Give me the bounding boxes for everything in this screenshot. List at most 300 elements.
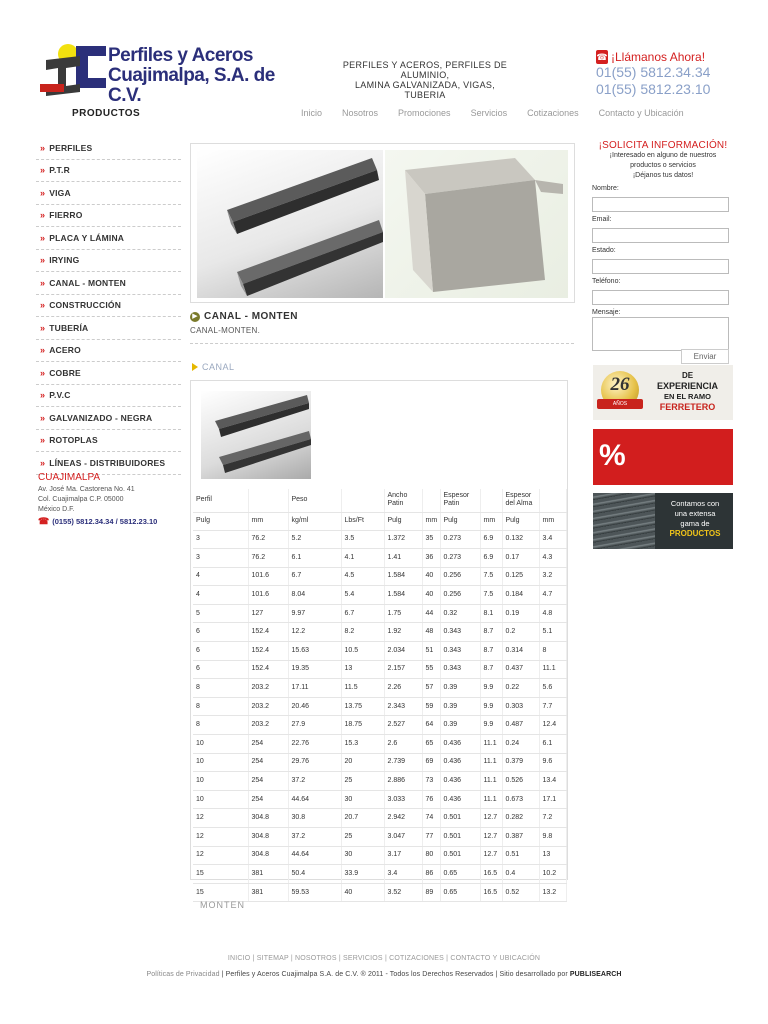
email-input[interactable] [592, 228, 729, 243]
table-cell: 0.32 [440, 604, 480, 623]
sidebar-item-label: IRYING [49, 255, 80, 266]
table-cell: 5.2 [288, 530, 341, 549]
table-cell: 69 [422, 753, 440, 772]
nav-nosotros[interactable]: Nosotros [342, 108, 379, 118]
table-row [193, 623, 566, 642]
table-cell: 152.4 [248, 623, 288, 642]
table-cell: 0.436 [440, 753, 480, 772]
sidebar-item-label: CONSTRUCCIÓN [49, 300, 122, 311]
table-cell: 0.673 [502, 790, 539, 809]
table-cell: 3.17 [384, 846, 422, 865]
table-cell: 6.1 [539, 735, 566, 754]
table-row [193, 865, 566, 884]
table-cell: 2.157 [384, 660, 422, 679]
table-cell: 35 [422, 530, 440, 549]
table-cell: 4.3 [539, 549, 566, 568]
table-cell: 4.7 [539, 586, 566, 605]
address-line-3: México D.F. [38, 506, 75, 513]
sidebar-item-label: ROTOPLAS [49, 435, 98, 446]
table-cell: 13.4 [539, 772, 566, 791]
experience-line-2: EXPERIENCIA [656, 381, 718, 391]
table-cell: 15.63 [288, 642, 341, 661]
table-cell: 0.2 [502, 623, 539, 642]
table-cell: 381 [248, 865, 288, 884]
sidebar-item-canal-monten[interactable] [36, 272, 181, 295]
table-cell: 50.4 [288, 865, 341, 884]
mensaje-textarea[interactable] [592, 317, 729, 351]
chevron-double-right-icon: » [40, 390, 46, 401]
sidebar-item-label: LÍNEAS - DISTRIBUIDORES [49, 457, 166, 468]
table-cell: 0.39 [440, 679, 480, 698]
table-row [193, 679, 566, 698]
footer-links[interactable]: INICIO | SITEMAP | NOSOTROS | SERVICIOS | COTIZACIONES | CONTACTO Y UBICACIÓN [227, 955, 541, 962]
table-cell: 8 [193, 697, 248, 716]
table-row [193, 586, 566, 605]
table-cell: 203.2 [248, 679, 288, 698]
table-cell: 3.4 [539, 530, 566, 549]
table-cell: 101.6 [248, 586, 288, 605]
sidebar-item-label: TUBERÍA [49, 322, 89, 333]
copyright-text: | Perfiles y Aceros Cuajimalpa S.A. de C.V. ® 2011 - Todos los Derechos Reservados | Sitio desarrollado por [219, 971, 570, 978]
table-cell: 0.39 [440, 716, 480, 735]
table-cell: 2.527 [384, 716, 422, 735]
products-line-4: PRODUCTOS [669, 529, 721, 538]
sidebar-item-acero[interactable] [36, 340, 181, 363]
phone-number-1[interactable]: 01(55) 5812.34.34 [596, 64, 711, 80]
table-cell: 254 [248, 790, 288, 809]
table-cell: 20 [341, 753, 384, 772]
table-cell: 9.9 [480, 679, 502, 698]
table-cell: 0.436 [440, 735, 480, 754]
canal-thumbnail-illustration [201, 391, 311, 479]
table-cell: 0.132 [502, 530, 539, 549]
table-cell: 55 [422, 660, 440, 679]
nav-promociones[interactable]: Promociones [398, 108, 451, 118]
tagline-line-1: PERFILES Y ACEROS, PERFILES DE ALUMINIO, [342, 60, 508, 80]
sidebar-item-label: P.V.C [49, 390, 71, 401]
table-cell: 381 [248, 883, 288, 902]
chevron-double-right-icon: » [40, 412, 46, 423]
table-row [193, 883, 566, 902]
table-cell: 12 [193, 846, 248, 865]
table-cell: 8.7 [480, 660, 502, 679]
table-cell: 0.282 [502, 809, 539, 828]
table-cell: 74 [422, 809, 440, 828]
table-cell: 1.584 [384, 586, 422, 605]
table-cell: 59.53 [288, 883, 341, 902]
table-cell: 86 [422, 865, 440, 884]
table-row [193, 642, 566, 661]
phone-number-2[interactable]: 01(55) 5812.23.10 [596, 81, 711, 97]
table-row [193, 716, 566, 735]
table-cell: 5.1 [539, 623, 566, 642]
form-intro-1: ¡Interesado en alguno de nuestros [609, 152, 717, 159]
table-cell: 11.1 [480, 790, 502, 809]
table-cell: 40 [422, 586, 440, 605]
table-cell: 3.047 [384, 828, 422, 847]
table-cell: 12.7 [480, 809, 502, 828]
canal-heading-text: CANAL [202, 362, 235, 372]
canal-heading [192, 362, 235, 372]
table-cell: 15.3 [341, 735, 384, 754]
table-cell: 13 [341, 660, 384, 679]
table-cell: 73 [422, 772, 440, 791]
table-cell: 0.343 [440, 623, 480, 642]
table-cell: 11.5 [341, 679, 384, 698]
table-cell: 0.125 [502, 567, 539, 586]
table-cell: Pulg [502, 512, 539, 530]
table-cell: 11.1 [480, 772, 502, 791]
table-cell: 4.5 [341, 567, 384, 586]
table-cell: 0.65 [440, 883, 480, 902]
table-cell: 0.65 [440, 865, 480, 884]
sidebar-item-label: VIGA [49, 187, 71, 198]
table-cell: 3.2 [539, 567, 566, 586]
table-cell: 0.501 [440, 809, 480, 828]
table-cell: 12.2 [288, 623, 341, 642]
page-title [190, 311, 298, 322]
experience-banner[interactable] [593, 365, 733, 420]
table-cell: 254 [248, 735, 288, 754]
table-cell: 10.5 [341, 642, 384, 661]
products-banner[interactable] [593, 493, 733, 549]
table-cell: 13.2 [539, 883, 566, 902]
table-cell: 30.8 [288, 809, 341, 828]
table-cell: 2.26 [384, 679, 422, 698]
table-cell: 19.35 [288, 660, 341, 679]
sidebar-item-placa-lamina[interactable] [36, 227, 181, 250]
table-cell: 0.4 [502, 865, 539, 884]
nav-inicio[interactable]: Inicio [301, 108, 323, 118]
sidebar-item-label: FIERRO [49, 210, 83, 221]
chevron-double-right-icon: » [40, 277, 46, 288]
table-cell: kg/ml [288, 512, 341, 530]
table-cell: 6.7 [341, 604, 384, 623]
table-cell: 7.7 [539, 697, 566, 716]
table-cell: 1.92 [384, 623, 422, 642]
table-cell: 8.04 [288, 586, 341, 605]
table-row [193, 697, 566, 716]
table-cell: 12.7 [480, 828, 502, 847]
table-cell: 3.52 [384, 883, 422, 902]
address-line-2: Col. Cuajimalpa C.P. 05000 [38, 496, 124, 503]
send-button[interactable]: Enviar [681, 349, 729, 364]
developer-link[interactable]: PUBLISEARCH [569, 971, 622, 978]
monten-steel-illustration [385, 150, 568, 298]
sidebar-item-viga[interactable] [36, 182, 181, 205]
table-cell: 11.1 [480, 735, 502, 754]
table-cell: 12 [193, 828, 248, 847]
table-body [193, 489, 566, 902]
table-cell: 65 [422, 735, 440, 754]
table-cell: Lbs/Ft [341, 512, 384, 530]
contact-block [38, 472, 198, 527]
table-cell [341, 489, 384, 512]
table-cell: 0.303 [502, 697, 539, 716]
table-cell: 203.2 [248, 697, 288, 716]
canal-spec-table [193, 489, 567, 902]
table-cell: 0.256 [440, 586, 480, 605]
table-cell: 304.8 [248, 828, 288, 847]
chevron-double-right-icon: » [40, 165, 46, 176]
table-cell: 22.76 [288, 735, 341, 754]
table-cell: 0.52 [502, 883, 539, 902]
table-cell: 77 [422, 828, 440, 847]
table-cell: 76 [422, 790, 440, 809]
table-cell: 4 [193, 567, 248, 586]
table-cell: 7.5 [480, 567, 502, 586]
table-cell: 9.6 [539, 753, 566, 772]
products-line-2: una extensa [674, 509, 716, 518]
table-cell: 0.51 [502, 846, 539, 865]
table-cell: 36 [422, 549, 440, 568]
table-cell: 254 [248, 753, 288, 772]
contact-title: CUAJIMALPA [38, 472, 101, 483]
table-cell: 0.24 [502, 735, 539, 754]
table-cell: 51 [422, 642, 440, 661]
table-cell: 203.2 [248, 716, 288, 735]
table-cell: 152.4 [248, 660, 288, 679]
products-line-3: gama de [680, 519, 710, 528]
table-cell: 0.379 [502, 753, 539, 772]
table-cell: 64 [422, 716, 440, 735]
table-cell: 15 [193, 883, 248, 902]
table-cell: 16.5 [480, 865, 502, 884]
table-cell: Pulg [193, 512, 248, 530]
nombre-input[interactable] [592, 197, 729, 212]
company-logo[interactable] [38, 40, 288, 106]
table-cell: 57 [422, 679, 440, 698]
sidebar-item-tuberia[interactable] [36, 317, 181, 340]
table-cell: 44 [422, 604, 440, 623]
nav-contacto[interactable]: Contacto y Ubicación [598, 108, 684, 118]
chevron-double-right-icon: » [40, 255, 46, 266]
sidebar-item-perfiles[interactable] [36, 137, 181, 160]
page-subtitle: CANAL-MONTEN. [190, 326, 261, 335]
sidebar-item-ptr[interactable] [36, 160, 181, 183]
promotions-banner[interactable] [593, 429, 733, 485]
table-row [193, 604, 566, 623]
sidebar-item-galvanizado[interactable] [36, 407, 181, 430]
table-cell: 5.6 [539, 679, 566, 698]
table-cell: 8.1 [480, 604, 502, 623]
table-cell: 12 [193, 809, 248, 828]
chevron-double-right-icon: » [40, 322, 46, 333]
table-cell: 1.75 [384, 604, 422, 623]
table-cell: 2.942 [384, 809, 422, 828]
header [0, 0, 768, 106]
sidebar-item-label: GALVANIZADO - NEGRA [49, 412, 153, 423]
table-cell: 152.4 [248, 642, 288, 661]
table-cell: 0.436 [440, 790, 480, 809]
triangle-bullet-icon [192, 363, 198, 371]
table-row [193, 735, 566, 754]
table-cell: 304.8 [248, 809, 288, 828]
steel-beam-logo-icon [38, 40, 108, 98]
table-cell: 8.7 [480, 642, 502, 661]
chevron-double-right-icon: » [40, 142, 46, 153]
table-cell: Peso [288, 489, 341, 512]
table-row [193, 790, 566, 809]
logo-text [108, 46, 288, 106]
table-cell: Pulg [440, 512, 480, 530]
table-cell: 5.4 [341, 586, 384, 605]
sidebar-item-pvc[interactable] [36, 385, 181, 408]
table-cell: 89 [422, 883, 440, 902]
chevron-double-right-icon: » [40, 367, 46, 378]
table-cell: 3 [193, 549, 248, 568]
sidebar-item-label: PERFILES [49, 142, 93, 153]
table-cell: 7.2 [539, 809, 566, 828]
table-cell: 59 [422, 697, 440, 716]
contact-phone[interactable] [38, 516, 198, 527]
table-cell: 0.437 [502, 660, 539, 679]
experience-line-3: EN EL RAMO [664, 392, 711, 401]
table-cell: 13.75 [341, 697, 384, 716]
table-cell: 127 [248, 604, 288, 623]
table-cell [539, 489, 566, 512]
canal-steel-illustration [197, 150, 383, 298]
table-cell: 0.314 [502, 642, 539, 661]
table-row [193, 567, 566, 586]
sidebar-item-label: PLACA Y LÁMINA [49, 232, 125, 243]
tagline [335, 60, 515, 100]
table-cell: 0.501 [440, 846, 480, 865]
call-block [596, 50, 766, 98]
table-cell: 17.11 [288, 679, 341, 698]
estado-input[interactable] [592, 259, 729, 274]
table-cell: 12.4 [539, 716, 566, 735]
table-cell: 0.273 [440, 549, 480, 568]
address-line-1: Av. José Ma. Castorena No. 41 [38, 486, 135, 493]
estado-label: Estado: [592, 247, 616, 254]
chevron-double-right-icon: » [40, 232, 46, 243]
privacy-link[interactable]: Políticas de Privacidad [146, 971, 220, 978]
table-units-row [193, 512, 566, 530]
arrow-circle-icon: ▶ [190, 312, 200, 322]
table-cell: 3 [193, 530, 248, 549]
table-cell: 0.343 [440, 642, 480, 661]
table-cell: 12.7 [480, 846, 502, 865]
canal-steel-photo [197, 150, 383, 298]
sidebar-item-fierro[interactable] [36, 205, 181, 228]
table-cell: 25 [341, 828, 384, 847]
sidebar-item-construccion[interactable] [36, 295, 181, 318]
sidebar-item-irying[interactable] [36, 250, 181, 273]
monten-steel-photo [385, 150, 568, 298]
table-cell: 6.9 [480, 549, 502, 568]
table-cell: 8 [539, 642, 566, 661]
table-cell: 76.2 [248, 549, 288, 568]
table-cell: 48 [422, 623, 440, 642]
sidebar-item-label: ACERO [49, 345, 81, 356]
call-title [596, 50, 766, 64]
steel-bars-image [593, 493, 655, 549]
table-cell: 2.343 [384, 697, 422, 716]
product-sidebar [36, 137, 181, 475]
table-cell: 4.8 [539, 604, 566, 623]
form-intro-3: ¡Déjanos tus datos! [632, 172, 694, 179]
table-cell: 40 [341, 883, 384, 902]
table-cell: 9.9 [480, 716, 502, 735]
table-row [193, 530, 566, 549]
table-cell: 33.9 [341, 865, 384, 884]
table-cell: 30 [341, 846, 384, 865]
hero-image-frame [190, 143, 575, 303]
table-cell: 2.739 [384, 753, 422, 772]
phone-icon: ☎ [596, 52, 608, 62]
table-cell: 20.46 [288, 697, 341, 716]
nav-servicios[interactable]: Servicios [470, 108, 508, 118]
telefono-label: Teléfono: [592, 278, 621, 285]
table-row [193, 549, 566, 568]
form-title: ¡SOLICITA INFORMACIÓN! [598, 140, 728, 151]
table-cell: 0.436 [440, 772, 480, 791]
table-cell: 6.7 [288, 567, 341, 586]
sidebar-item-cobre[interactable] [36, 362, 181, 385]
table-cell: 7.5 [480, 586, 502, 605]
nav-cotizaciones[interactable]: Cotizaciones [527, 108, 579, 118]
contact-phone-text: (0155) 5812.34.34 / 5812.23.10 [52, 517, 158, 526]
sidebar-item-label: P.T.R [49, 165, 70, 176]
table-cell: 254 [248, 772, 288, 791]
table-cell: 44.64 [288, 846, 341, 865]
divider [190, 343, 574, 344]
table-cell: Ancho Patin [384, 489, 422, 512]
table-cell: 44.64 [288, 790, 341, 809]
email-label: Email: [592, 216, 612, 223]
nombre-label: Nombre: [592, 185, 619, 192]
chevron-double-right-icon: » [40, 457, 46, 468]
table-cell: 10.2 [539, 865, 566, 884]
table-cell: 0.19 [502, 604, 539, 623]
table-cell: 17.1 [539, 790, 566, 809]
experience-text [645, 371, 730, 413]
years-ribbon: AÑOS [597, 399, 643, 409]
table-cell: 3.5 [341, 530, 384, 549]
table-cell: 18.75 [341, 716, 384, 735]
table-cell: 0.387 [502, 828, 539, 847]
telefono-input[interactable] [592, 290, 729, 305]
table-cell: 8.7 [480, 623, 502, 642]
table-cell [480, 489, 502, 512]
table-cell [422, 489, 440, 512]
table-cell: mm [248, 512, 288, 530]
sidebar-item-rotoplas[interactable] [36, 430, 181, 453]
percent-icon: % [599, 439, 626, 472]
table-cell: 11.1 [480, 753, 502, 772]
table-cell: 0.273 [440, 530, 480, 549]
table-row [193, 828, 566, 847]
table-cell: mm [539, 512, 566, 530]
table-cell: 9.8 [539, 828, 566, 847]
table-cell: 6 [193, 642, 248, 661]
table-cell: 8 [193, 716, 248, 735]
table-cell: 0.39 [440, 697, 480, 716]
table-row [193, 809, 566, 828]
table-cell: 3.4 [384, 865, 422, 884]
table-cell: 13 [539, 846, 566, 865]
table-cell: 15 [193, 865, 248, 884]
form-intro-2: productos o servicios [630, 162, 696, 169]
table-row [193, 660, 566, 679]
table-cell: Espesor del Alma [502, 489, 539, 512]
sidebar-item-label: CANAL - MONTEN [49, 277, 126, 288]
products-banner-text [659, 499, 731, 539]
table-cell: 6 [193, 660, 248, 679]
table-cell: 0.17 [502, 549, 539, 568]
table-cell: 25 [341, 772, 384, 791]
